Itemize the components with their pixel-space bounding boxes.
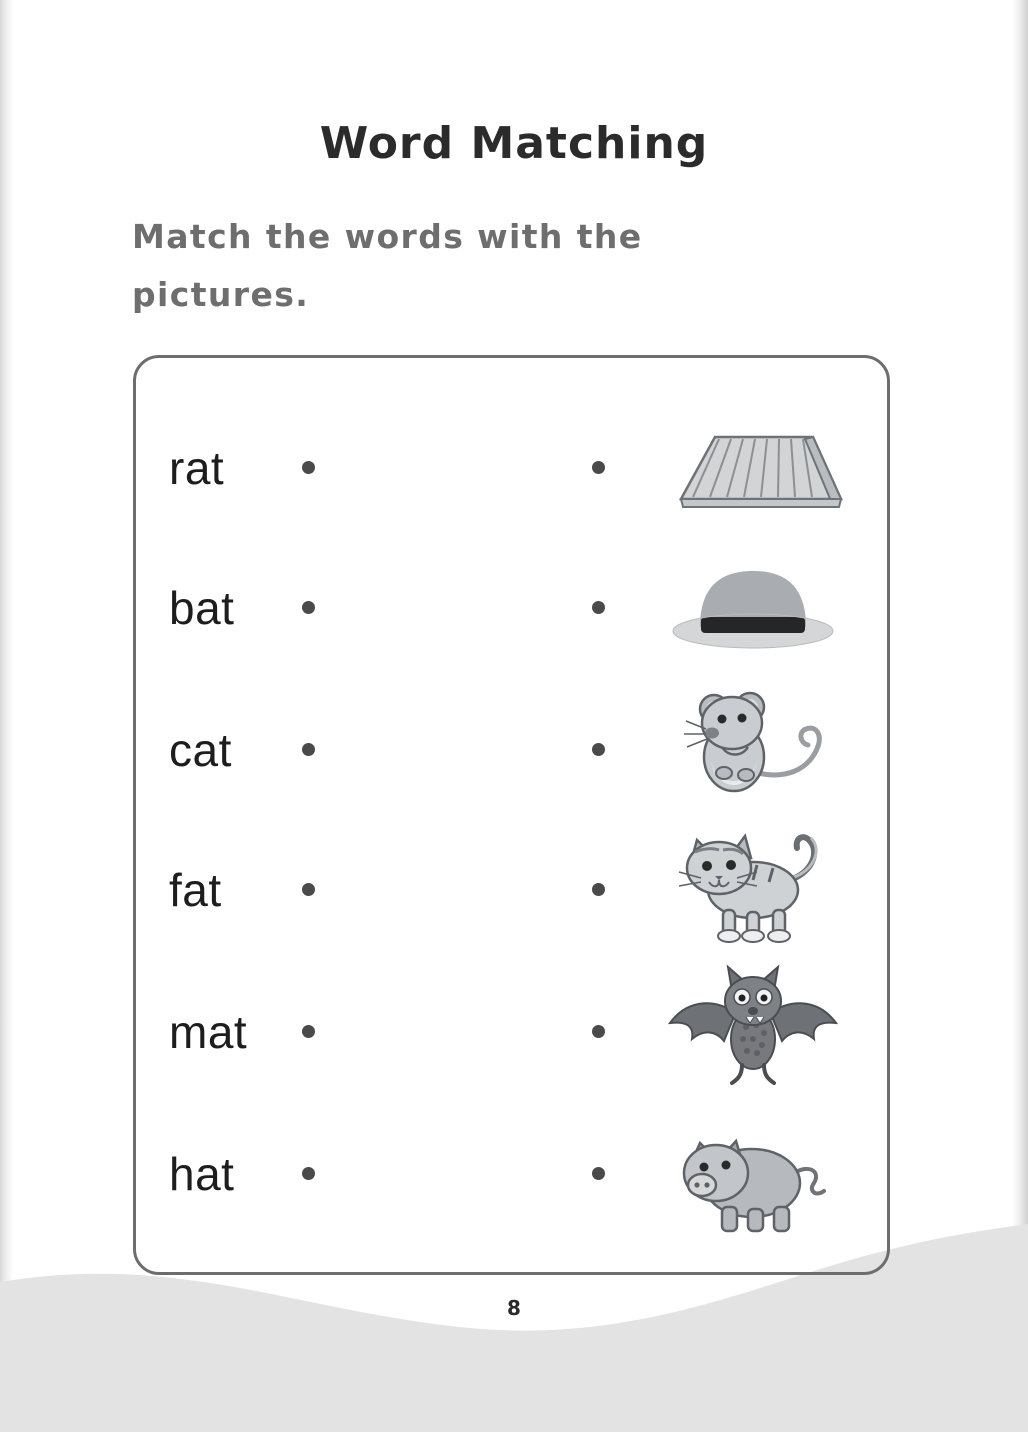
hat-icon[interactable] <box>653 541 853 673</box>
word-label: mat <box>169 1006 248 1058</box>
connector-dot-left[interactable] <box>302 1025 315 1038</box>
connector-dot-right[interactable] <box>592 461 605 474</box>
word-label: bat <box>169 582 235 634</box>
table-row <box>133 817 890 963</box>
page-number: 8 <box>507 1296 521 1320</box>
matching-rows <box>133 355 890 1275</box>
table-row <box>133 1101 890 1247</box>
table-row <box>133 959 890 1105</box>
word-label: hat <box>169 1148 235 1200</box>
word-label: fat <box>169 864 222 916</box>
pig-icon[interactable] <box>653 1109 853 1241</box>
connector-dot-right[interactable] <box>592 601 605 614</box>
connector-dot-right[interactable] <box>592 883 605 896</box>
page-title: Word Matching <box>319 118 709 169</box>
mat-icon[interactable] <box>653 401 853 533</box>
table-row <box>133 395 890 541</box>
connector-dot-left[interactable] <box>302 1167 315 1180</box>
bat-icon[interactable] <box>653 959 853 1091</box>
rat-icon[interactable] <box>653 677 853 809</box>
connector-dot-left[interactable] <box>302 883 315 896</box>
connector-dot-right[interactable] <box>592 1167 605 1180</box>
cat-icon[interactable] <box>653 817 853 949</box>
connector-dot-left[interactable] <box>302 601 315 614</box>
connector-dot-right[interactable] <box>592 743 605 756</box>
connector-dot-left[interactable] <box>302 743 315 756</box>
instructions-text: Match the words with the pictures. <box>132 217 643 314</box>
connector-dot-right[interactable] <box>592 1025 605 1038</box>
connector-dot-left[interactable] <box>302 461 315 474</box>
word-label: rat <box>169 442 225 494</box>
word-label: cat <box>169 724 232 776</box>
table-row <box>133 677 890 823</box>
table-row <box>133 535 890 681</box>
